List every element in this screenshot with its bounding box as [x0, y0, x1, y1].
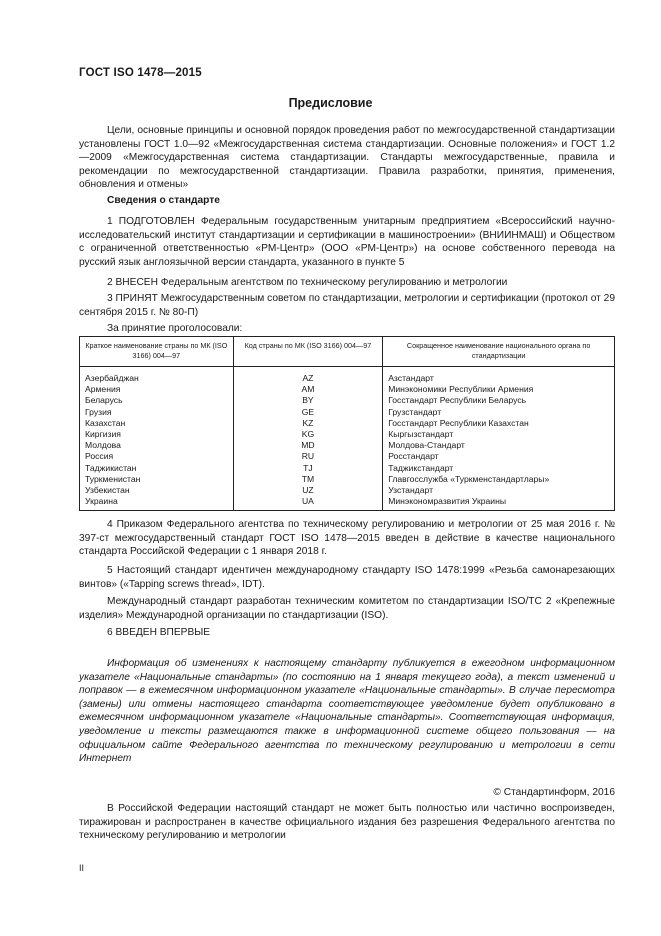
authority-cell: Госстандарт Республики Беларусь: [388, 395, 527, 406]
table-row: [80, 496, 615, 511]
authority-cell: Главгосслужба «Туркменстандартлары»: [388, 473, 550, 484]
table-row: [80, 429, 615, 440]
reproduction-rights-notice: В Российской Федерации настоящий стандарт не может быть полностью или частично воспроизведен, тиражирован и распространен в качестве официального издания без разрешения Федерального агентства по техническому регулированию и метрологии: [79, 803, 615, 842]
table-row: [80, 418, 615, 429]
table-row: [80, 451, 615, 462]
country-cell: Казахстан: [80, 418, 234, 429]
table-row: [80, 384, 615, 395]
code-cell: BY: [233, 395, 383, 406]
authority-cell: Минэкономики Республики Армения: [388, 384, 534, 395]
country-cell: Украина: [80, 496, 234, 511]
authority-cell: Грузстандарт: [388, 406, 442, 417]
table-header-country: Краткое наименование страны по МК (ISO 3166) 004—97: [80, 337, 234, 367]
table-header-authority: Сокращенное наименование национального органа по стандартизации: [383, 337, 615, 367]
table-row: [80, 474, 615, 485]
country-cell: Россия: [80, 451, 234, 462]
code-cell: UZ: [233, 485, 383, 496]
country-cell: Туркменистан: [80, 474, 234, 485]
item-6-paragraph: 6 ВВЕДЕН ВПЕРВЫЕ: [107, 627, 211, 638]
code-cell: GE: [233, 407, 383, 418]
code-cell: UA: [233, 496, 383, 511]
item-5-note-paragraph: Международный стандарт разработан техническим комитетом по стандартизации ISO/TC 2 «Крепежные изделия» Международной организации по стандартизации (ISO).: [79, 596, 615, 621]
table-header-row: [80, 337, 615, 367]
code-cell: AZ: [233, 367, 383, 385]
authority-cell: Таджикстандарт: [388, 462, 454, 473]
authority-cell: Узстандарт: [388, 485, 434, 496]
item-4-paragraph: 4 Приказом Федерального агентства по техническому регулированию и метрологии от 25 мая 2016 г. № 397-ст межгосударственный стандарт ГОСТ ISO 1478—2015 введен в действие в качестве национального стандарта Российской Федерации с 1 января 2018 г.: [79, 519, 615, 558]
code-cell: RU: [233, 451, 383, 462]
page-number: II: [79, 863, 85, 873]
table-row: [80, 485, 615, 496]
country-cell: Армения: [80, 384, 234, 395]
country-cell: Таджикистан: [80, 463, 234, 474]
authority-cell: Госстандарт Республики Казахстан: [388, 417, 529, 428]
code-cell: KZ: [233, 418, 383, 429]
table-row: [80, 367, 615, 385]
code-cell: MD: [233, 440, 383, 451]
country-cell: Узбекистан: [80, 485, 234, 496]
intro-paragraph: Цели, основные принципы и основной порядок проведения работ по межгосударственной стандартизации установлены ГОСТ 1.0—92 «Межгосударственная система стандартизации. Основные положения» и ГОСТ 1.2—2009 «Межгосударственная система стандартизации. Стандарты межгосударственные, правила и рекомендации по межгосударственной стандартизации. Правила разработки, принятия, применения, обновления и отмены»: [79, 125, 615, 191]
code-cell: KG: [233, 429, 383, 440]
voting-table: [79, 336, 615, 511]
authority-cell: Минэкономразвития Украины: [388, 496, 507, 507]
code-cell: AM: [233, 384, 383, 395]
section-subtitle: Сведения о стандарте: [107, 195, 220, 206]
table-header-code: Код страны по МК (ISO 3166) 004—97: [233, 337, 383, 367]
code-cell: TM: [233, 474, 383, 485]
code-cell: TJ: [233, 463, 383, 474]
table-row: [80, 407, 615, 418]
authority-cell: Кыргызстандарт: [388, 429, 454, 440]
copyright-notice: © Стандартинформ, 2016: [493, 787, 615, 798]
authority-cell: Росстандарт: [388, 451, 439, 462]
document-header-code: ГОСТ ISO 1478—2015: [79, 67, 202, 79]
item-1-paragraph: 1 ПОДГОТОВЛЕН Федеральным государственным унитарным предприятием «Всероссийский научно-исследовательский институт стандартизации и сертификации в машиностроении» (ВНИИНМАШ) и Обществом с ограниченной ответственностью «РМ-Центр» (ООО «РМ-Центр») на основе собственного перевода на русский язык англоязычной версии стандарта, указанного в пункте 5: [79, 216, 615, 268]
changes-info-notice: Информация об изменениях к настоящему стандарту публикуется в ежегодном информационном указателе «Национальные стандарты» (по состоянию на 1 января текущего года), а текст изменений и поправок — в ежемесячном информационном указателе «Национальные стандарты». В случае пересмотра (замены) или отмены настоящего стандарта соответствующее уведомление будет опубликовано в ежемесячном информационном указателе «Национальные стандарты». Соответствующая информация, уведомление и тексты размещаются также в информационной системе общего пользования — на официальном сайте Федерального агентства по техническому регулированию и метрологии в сети Интернет: [79, 658, 615, 765]
country-cell: Азербайджан: [80, 367, 234, 385]
authority-cell: Молдова-Стандарт: [388, 440, 465, 451]
table-row: [80, 440, 615, 451]
table-row: [80, 395, 615, 406]
item-3-paragraph: 3 ПРИНЯТ Межгосударственным советом по стандартизации, метрологии и сертификации (протокол от 29 сентября 2015 г. № 80-П): [79, 293, 615, 318]
item-5-paragraph: 5 Настоящий стандарт идентичен международному стандарту ISO 1478:1999 «Резьба самонарезающих винтов» («Tapping screws thread», IDT).: [79, 565, 615, 590]
table-row: [80, 463, 615, 474]
item-2-paragraph: 2 ВНЕСЕН Федеральным агентством по техническому регулированию и метрологии: [107, 277, 508, 288]
country-cell: Молдова: [80, 440, 234, 451]
country-cell: Беларусь: [80, 395, 234, 406]
voted-label: За принятие проголосовали:: [107, 323, 243, 334]
page-title: Предисловие: [288, 96, 373, 110]
country-cell: Киргизия: [80, 429, 234, 440]
authority-cell: Азстандарт: [388, 373, 434, 383]
country-cell: Грузия: [80, 407, 234, 418]
